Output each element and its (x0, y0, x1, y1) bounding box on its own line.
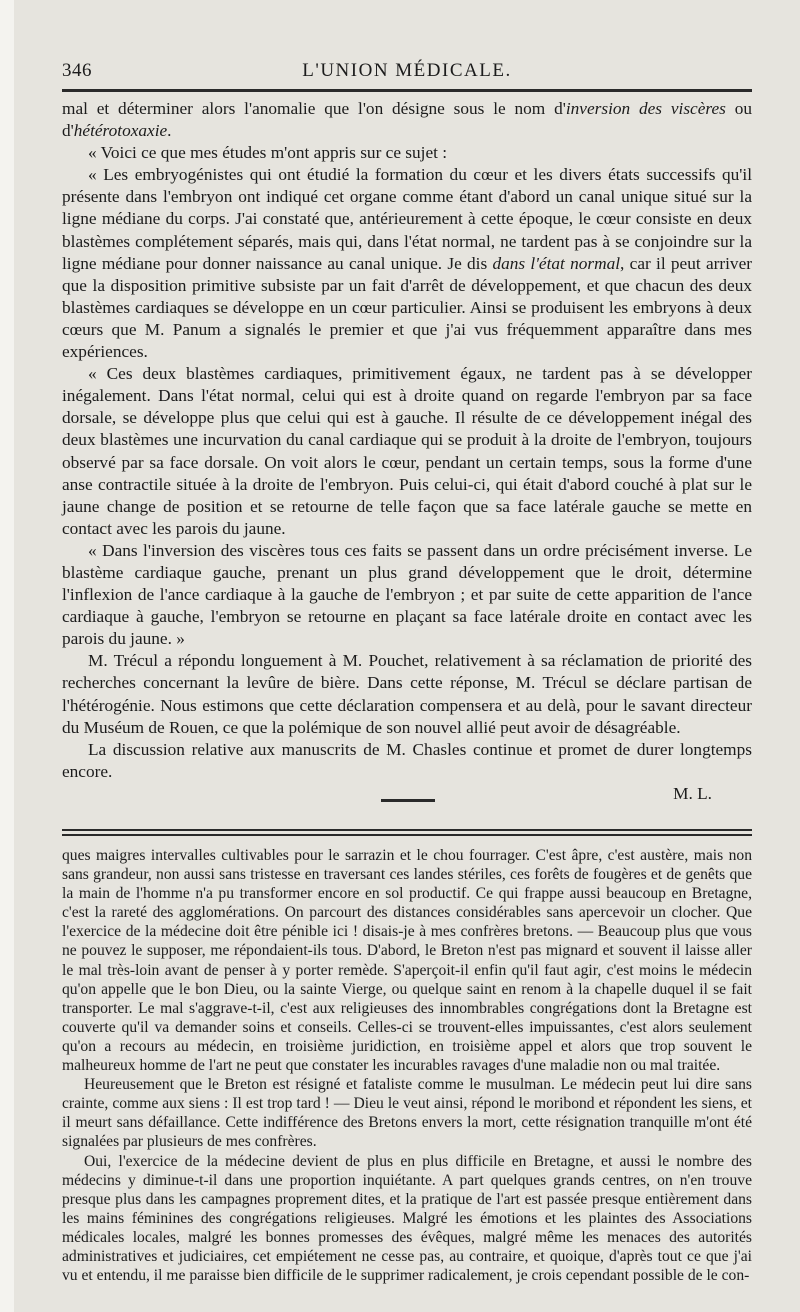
section-end-rule (381, 799, 435, 802)
paragraph-4: « Ces deux blastèmes cardiaques, primitivement égaux, ne tardent pas à se développer inégalement. Dans l'état normal, celui qui est à droite quand on regarde l'embryon par sa face dorsale, se développe plus que celui qui est à gauche. Il résulte de ce développement inégal des deux blastèmes une incurvation du canal cardiaque qui se produit à la droite de l'embryon, toujours observé par sa face dorsale. On voit alors le cœur, pendant un certain temps, sous la forme d'une anse contractile située à la droite de l'embryon. Puis celui-ci, qui était d'abord couché à plat sur le jaune change de position et se retourne de telle façon que sa face latérale gauche se mette en contact avec les parois du jaune. (62, 364, 752, 538)
page-number: 346 (62, 60, 92, 81)
feuilleton-paragraph-2: Heureusement que le Breton est résigné et fataliste comme le musulman. Le médecin peut lui dire sans crainte, comme aux siens : Il est trop tard ! — Dieu le veut ainsi, répond le moribond et répondent les siens, et il meurt sans défaillance. Cette indifférence des Bretons envers la mort, cette résignation tranquille m'ont été signalées par plusieurs de mes confrères. (62, 1076, 752, 1151)
feuilleton-double-rule (62, 829, 752, 836)
feuilleton-paragraph-1: ques maigres intervalles cultivables pour le sarrazin et le chou fourrager. C'est âpre, c'est austère, mais non sans grandeur, non aussi sans tristesse en traversant ces landes stériles, ces forêts de fougères et de genêts que la main de l'homme n'a pu transformer encore en sol productif. Ce qui frappe aussi beaucoup en Bretagne, c'est la rareté des agglomérations. On parcourt des distances considérables sans apercevoir un clocher. Que l'exercice de la médecine doit être pénible ici ! disais-je à mes confrères bretons. — Beaucoup plus que vous ne pouvez le supposer, me répondaient-ils tous. D'abord, le Breton n'est pas mignard et souvent il laisse aller le mal très-loin avant de penser à y porter remède. S'aperçoit-il enfin qu'il faut agir, c'est moins le médecin qu'on appelle que le bon Dieu, ou la sainte Vierge, ou quelque saint en renom à la chapelle duquel il se fait transporter. Le mal s'aggrave-t-il, c'est aux religieuses des innombrables congrégations dont la Bretagne est couverte qu'il va demander soins et conseils. Celles-ci se trouvent-elles impuissantes, c'est alors seulement qu'on a recours au médecin, en troisième juridiction, en troisième appel et alors que trop souvent le malheureux homme de l'art ne peut que constater les incurables ravages d'une maladie non ou mal traitée. (62, 847, 752, 1075)
paragraph-3: « Les embryogénistes qui ont étudié la formation du cœur et les divers états successifs qu'il présente dans l'embryon ont indiqué cet organe comme étant d'abord un canal unique situé sur la ligne médiane du corps. J'ai constaté que, antérieurement à cette époque, le cœur consiste en deux blastèmes complétement séparés, mais qui, dans l'état normal, ne tardent pas à se conjoindre sur la ligne médiane pour donner naissance au canal unique. Je dis dans l'état normal, car il peut arriver que la disposition primitive subsiste par un fait d'arrêt de développement, et que chacun des deux blastèmes cardiaques se développe en un cœur particulier. Ainsi se produisent les embryons à deux cœurs que M. Panum a signalés le premier et que j'ai vus fréquemment apparaître dans mes expériences. (62, 165, 752, 362)
header-rule (62, 89, 752, 92)
paragraph-5: « Dans l'inversion des viscères tous ces faits se passent dans un ordre précisément inverse. Le blastème cardiaque gauche, prenant un plus grand développement que le droit, détermine l'inflexion de l'ance cardiaque à la gauche de l'embryon ; et par suite de cette apparition de l'ance cardiaque à gauche, l'embryon se retourne en plaçant sa face latérale droite en contact avec les parois du jaune. » (62, 540, 752, 649)
paragraph-1: mal et déterminer alors l'anomalie que l'on désigne sous le nom d'inversion des viscères ou d'hétérotoxaxie. (62, 99, 752, 141)
page-header (62, 56, 752, 86)
italic-term: hétérotoxaxie (73, 121, 168, 141)
paragraph-2: « Voici ce que mes études m'ont appris sur ce sujet : (88, 143, 448, 163)
page-gutter (0, 0, 14, 1312)
upper-article (62, 98, 752, 805)
italic-term: dans l'état normal (492, 253, 621, 273)
paragraph-6: M. Trécul a répondu longuement à M. Pouchet, relativement à sa réclamation de priorité des recherches concernant la levûre de bière. Dans cette réponse, M. Trécul se déclare partisan de l'hétérogénie. Nous estimons que cette déclaration compensera et au delà, pour le savant directeur du Muséum de Rouen, ce que la polémique de son nouvel allié peut avoir de désagréable. (62, 651, 752, 737)
paragraph-7: La discussion relative aux manuscrits de M. Chasles continue et promet de durer longtemps encore. (62, 739, 752, 781)
italic-term: inversion des viscères (565, 99, 726, 118)
author-signature: M. L. (673, 783, 712, 803)
running-title: L'UNION MÉDICALE. (302, 60, 512, 81)
feuilleton-paragraph-3: Oui, l'exercice de la médecine devient de plus en plus difficile en Bretagne, et aussi le nombre des médecins y diminue-t-il dans une proportion inquiétante. A part quelques grands centres, on n'en trouve presque plus dans les campagnes proprement dites, et la pratique de l'art est passée presque entièrement dans les mains féminines des congrégations religieuses. Malgré les émotions et les plaintes des Associations médicales locales, malgré les bonnes promesses des évêques, malgré même les menaces des autorités administratives et judiciaires, cet empiétement ne cesse pas, au contraire, et quoique, d'après tout ce que j'ai vu et entendu, il me paraisse bien difficile de le supprimer radicalement, je crois cependant possible de le con- (62, 1152, 752, 1285)
feuilleton-text (62, 846, 752, 1285)
